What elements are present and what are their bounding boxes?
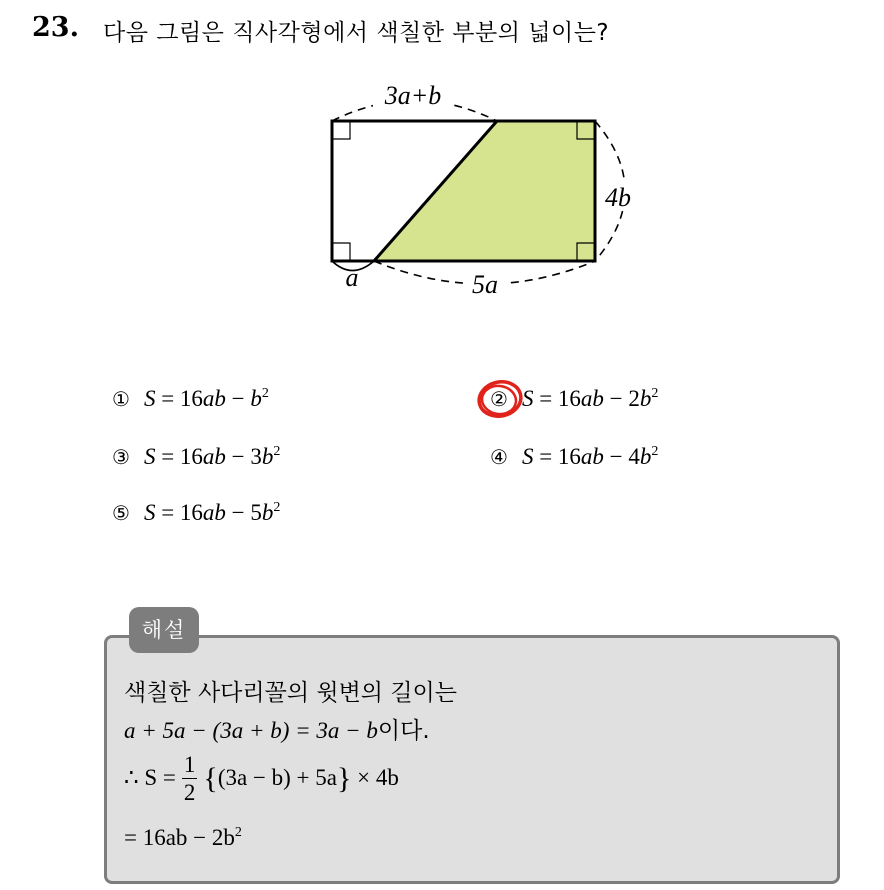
a-dimension-label: a: [345, 263, 359, 292]
question-text: 다음 그림은 직사각형에서 색칠한 부분의 넓이는?: [103, 20, 610, 46]
choice-5[interactable]: ⑤ $S = 16ab - 5b^2$: [112, 500, 281, 525]
right-dimension-label: 4b: [605, 183, 631, 212]
choice-4[interactable]: ④ $S = 16ab - 4b^2$: [490, 444, 659, 469]
solution-line-1: 색칠한 사다리꼴의 윗변의 길이는: [124, 680, 457, 706]
solution-tab: 해설: [129, 607, 199, 653]
solution-line-3: ∴ S = $\frac{1}{2}$ {(3a − b) + 5a} × 4b: [124, 752, 399, 805]
question-number: 23.: [32, 12, 79, 43]
solution-line-4: = $16ab - 2b^2$: [124, 825, 242, 850]
top-dimension-label: 3a+b: [384, 81, 442, 110]
half-fraction: $\frac{1}{2}$: [183, 752, 196, 805]
bottom-dimension-label: 5a: [472, 270, 498, 299]
shaded-trapezoid: [374, 121, 595, 261]
choice-1[interactable]: ① $S = 16ab - b^2$: [112, 386, 269, 411]
choice-3[interactable]: ③ $S = 16ab - 3b^2$: [112, 444, 281, 469]
choice-2[interactable]: ② $S = 16ab - 2b^2$: [490, 386, 659, 411]
solution-line-2: a + 5a − (3a + b) = 3a − b이다.: [124, 718, 430, 744]
